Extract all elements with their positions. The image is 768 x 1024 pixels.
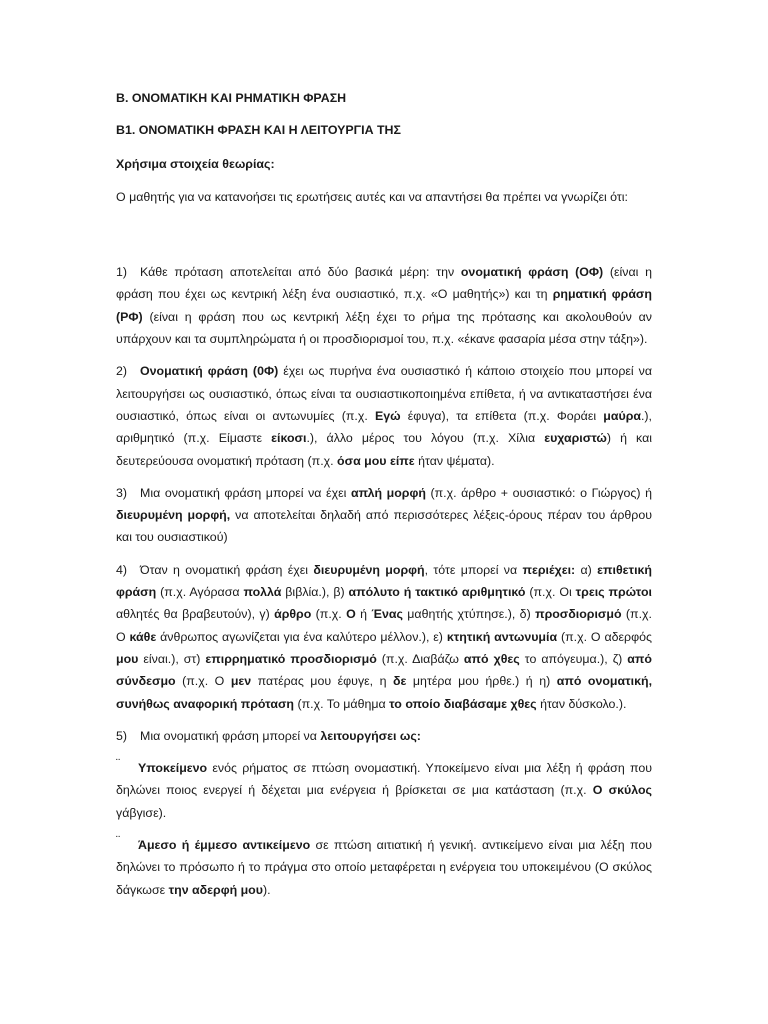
bullet-item-object: ¨ Άμεσο ή έμμεσο αντικείμενο σε πτώση αιτιατική ή γενική. αντικείμενο είναι μια λέξη που δηλώνει το πρόσωπο ή το πράγμα στο οποίο μεταφέρεται η ενέργεια του υποκειμένου (Ο σκύλος δάγκωσε την αδερφή μου). bbox=[116, 834, 652, 901]
item-number: 3) bbox=[116, 485, 128, 500]
subsection-heading: Β1. ΟΝΟΜΑΤΙΚΗ ΦΡΑΣΗ ΚΑΙ Η ΛΕΙΤΟΥΡΓΙΑ ΤΗΣ bbox=[116, 123, 401, 138]
item-number: 2) bbox=[116, 364, 128, 379]
list-item-5: 5) Μια ονοματική φράση μπορεί να λειτουργήσει ως: bbox=[116, 725, 652, 747]
list-item-1: 1) Κάθε πρόταση αποτελείται από δύο βασικά μέρη: την ονοματική φράση (ΟΦ) (είναι η φράση που έχει ως κεντρική λέξη ένα ουσιαστικό, π.χ. «Ο μαθητής») και τη ρηματική φράση (ΡΦ) (είναι η φράση που ως κεντρική λέξη έχει το ρήμα της πρότασης και ακολουθούν αν υπάρχουν και τα συμπληρώματα ή οι προσδιορισμοί του, π.χ. «έκανε φασαρία μέσα στην τάξη»). bbox=[116, 261, 652, 350]
section-heading: Β. ΟΝΟΜΑΤΙΚΗ ΚΑΙ ΡΗΜΑΤΙΚΗ ΦΡΑΣΗ bbox=[116, 91, 347, 105]
item-number: 1) bbox=[116, 265, 128, 280]
item-number: 5) bbox=[116, 728, 128, 743]
list-item-3: 3) Μια ονοματική φράση μπορεί να έχει απλή μορφή (π.χ. άρθρο + ουσιαστικό: ο Γιώργος) ή διευρυμένη μορφή, να αποτελείται δηλαδή από περισσότερες λέξεις-όρους πέραν του άρθρου και του ουσιαστικού) bbox=[116, 482, 652, 549]
bullet-mark: ¨ bbox=[116, 756, 121, 771]
intro-paragraph: Ο μαθητής για να κατανοήσει τις ερωτήσεις αυτές και να απαντήσει θα πρέπει να γνωρίζει ότι: bbox=[116, 189, 628, 204]
theory-heading: Χρήσιμα στοιχεία θεωρίας: bbox=[116, 156, 275, 171]
bullet-mark: ¨ bbox=[116, 833, 121, 848]
item-number: 4) bbox=[116, 562, 128, 577]
list-item-2: 2) Ονοματική φράση (0Φ) έχει ως πυρήνα ένα ουσιαστικό ή κάποιο στοιχείο που μπορεί να λειτουργήσει ως ουσιαστικό, όπως είναι τα ουσιαστικοποιημένα επίθετα, ή να αντικαταστήσει ένα ουσιαστικό, όπως είναι οι αντωνυμίες (π.χ. Εγώ έφυγα), τα επίθετα (π.χ. Φοράει μαύρα.), αριθμητικό (π.χ. Είμαστε είκοσι.), άλλο μέρος του λόγου (π.χ. Χίλια ευχαριστώ) ή και δευτερεύουσα ονοματική πρόταση (π.χ. όσα μου είπε ήταν ψέματα). bbox=[116, 360, 652, 471]
bullet-item-subject: ¨ Υποκείμενο ενός ρήματος σε πτώση ονομαστική. Υποκείμενο είναι μια λέξη ή φράση που δηλώνει ποιος ενεργεί ή δέχεται μια ενέργεια ή βρίσκεται σε μια κατάσταση (π.χ. Ο σκύλος γάβγισε). bbox=[116, 757, 652, 824]
list-item-4: 4) Όταν η ονοματική φράση έχει διευρυμένη μορφή, τότε μπορεί να περιέχει: α) επιθετική φράση (π.χ. Αγόρασα πολλά βιβλία.), β) απόλυτο ή τακτικό αριθμητικό (π.χ. Οι τρεις πρώτοι αθλητές θα βραβευτούν), γ) άρθρο (π.χ. Ο ή Ένας μαθητής χτύπησε.), δ) προσδιορισμό (π.χ. Ο κάθε άνθρωπος αγωνίζεται για ένα καλύτερο μέλλον.), ε) κτητική αντωνυμία (π.χ. Ο αδερφός μου είναι.), στ) επιρρηματικό προσδιορισμό (π.χ. Διαβάζω από χθες το απόγευμα.), ζ) από σύνδεσμο (π.χ. Ο μεν πατέρας μου έφυγε, η δε μητέρα μου ήρθε.) ή η) από ονοματική, συνήθως αναφορική πρόταση (π.χ. Το μάθημα το οποίο διαβάσαμε χθες ήταν δύσκολο.). bbox=[116, 559, 652, 715]
